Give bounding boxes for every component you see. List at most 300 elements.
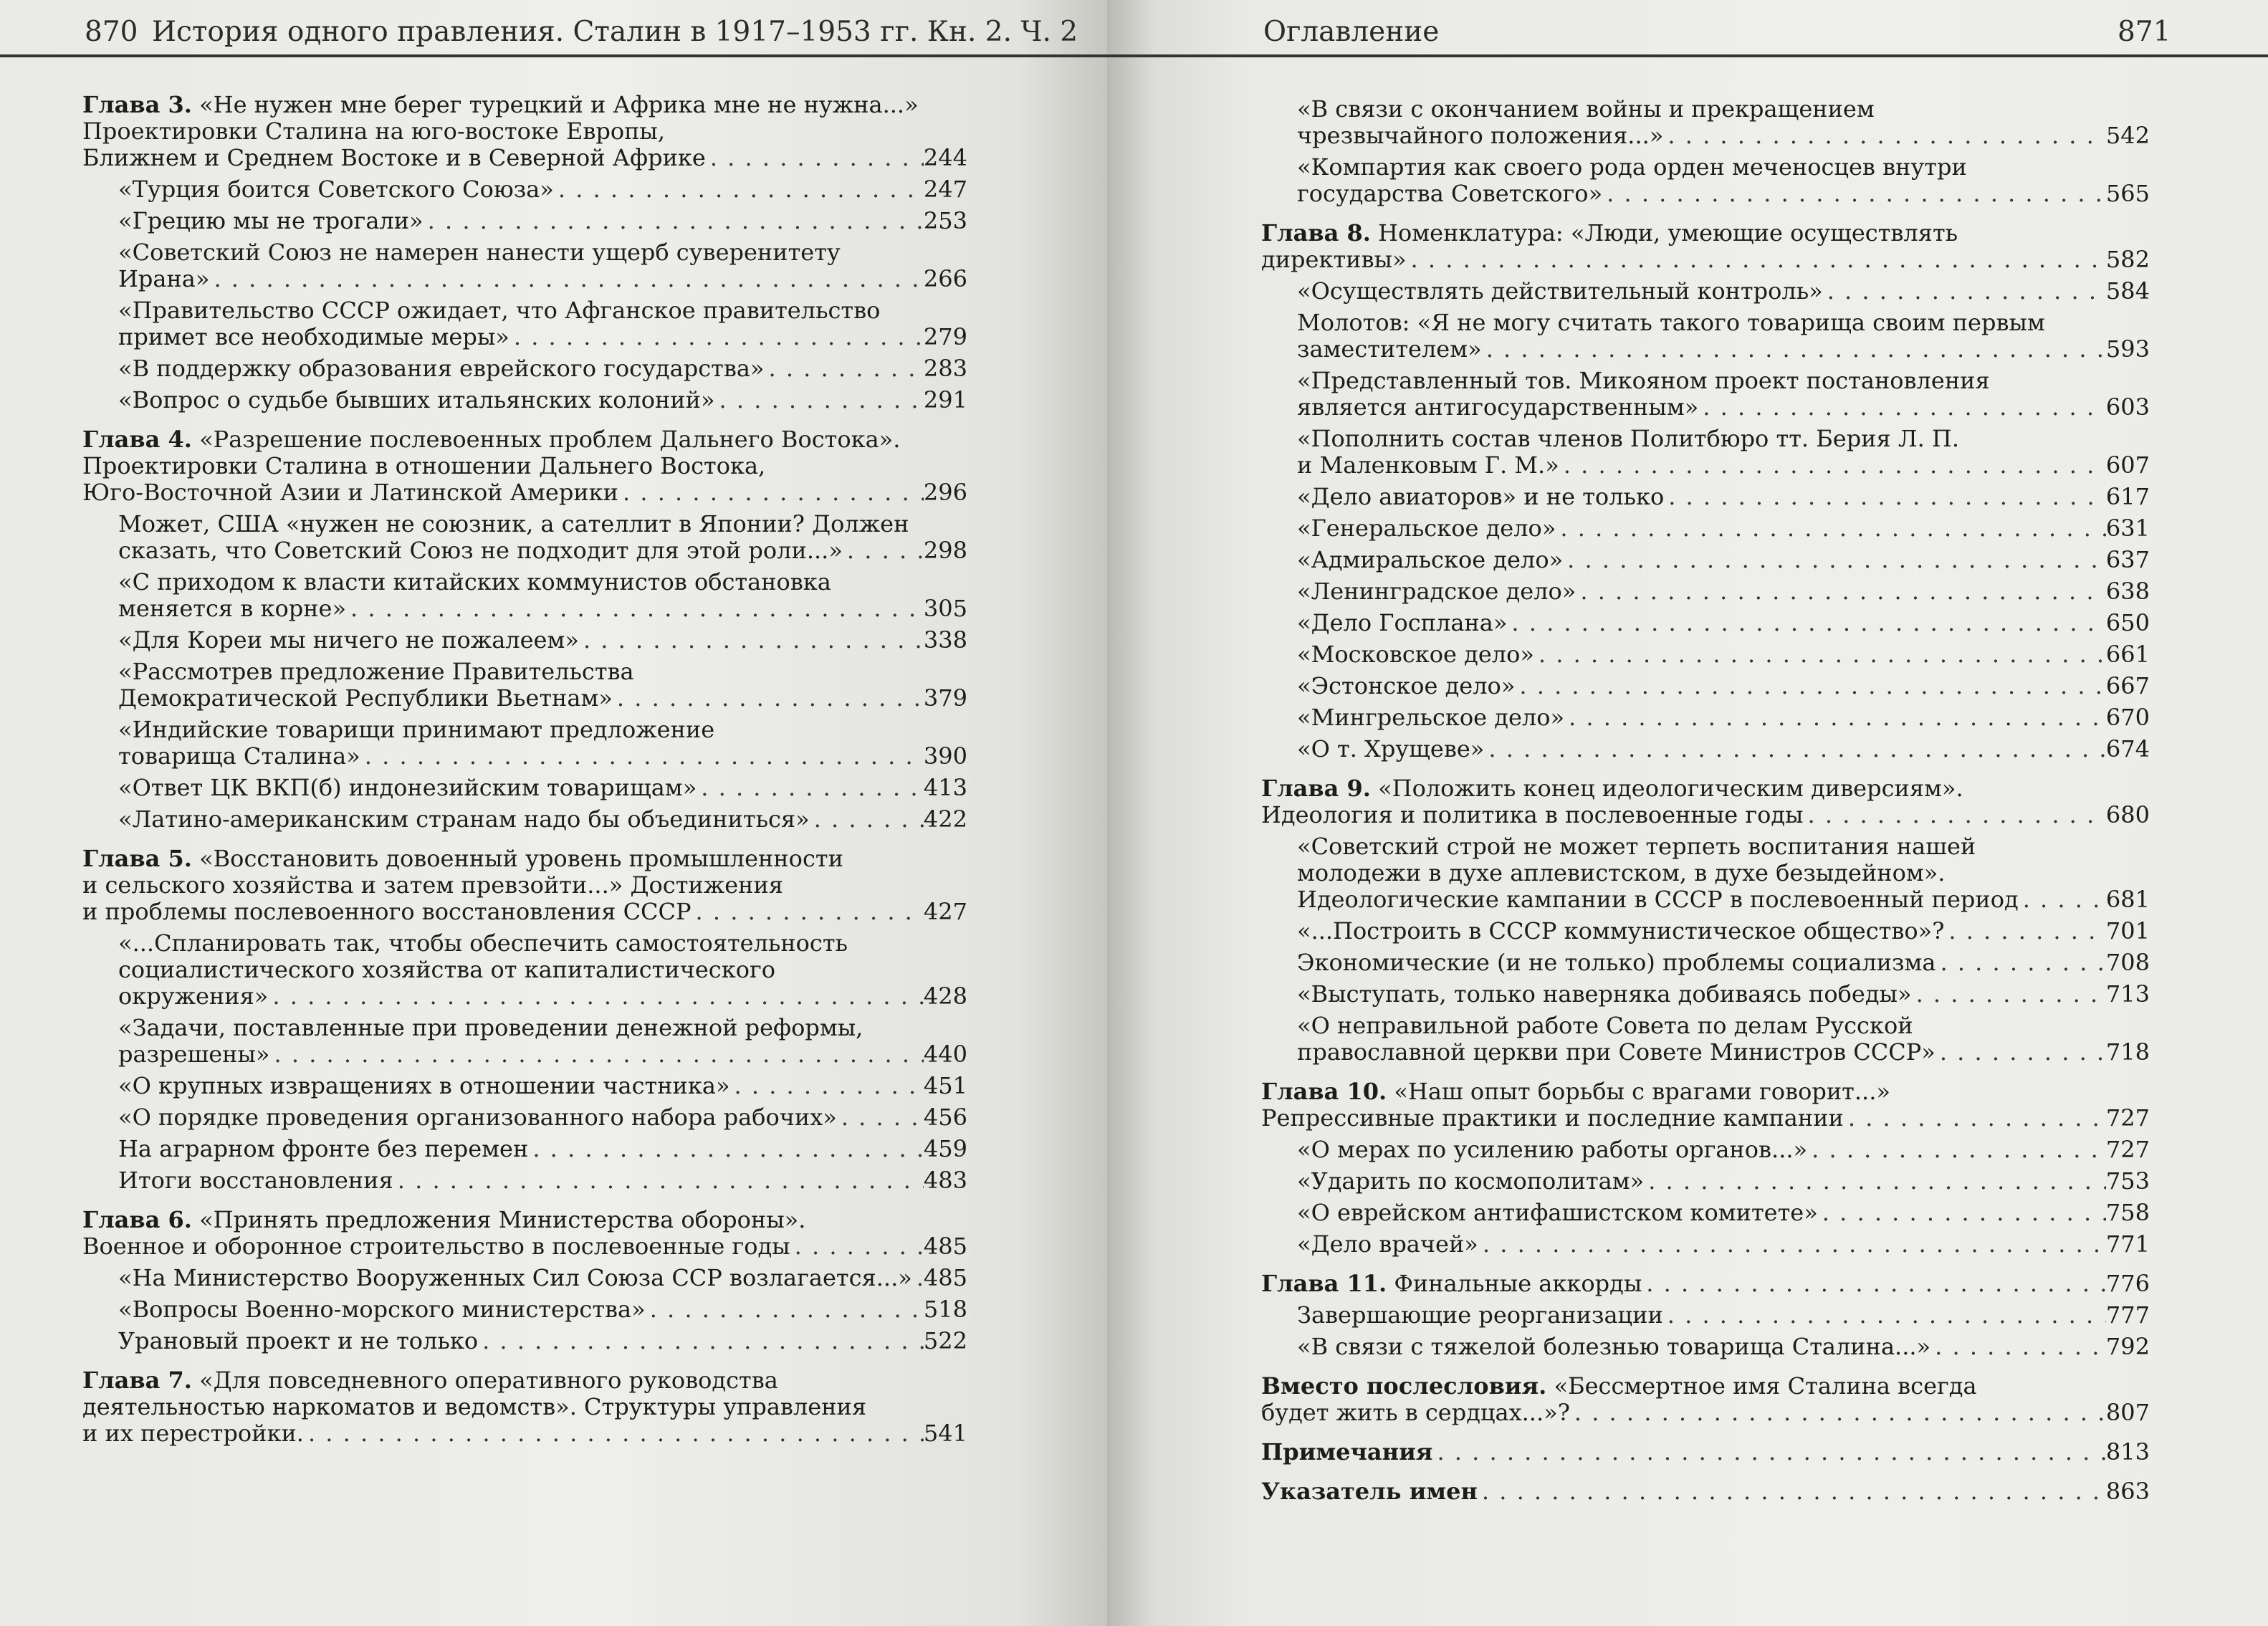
toc-line [1261,1105,2150,1132]
toc-line [1261,802,2150,828]
toc-entry [82,1073,967,1099]
toc-line-text [118,537,843,564]
toc-title-text: «В связи с тяжелой болезнью товарища Сталина...» [1297,1334,1931,1360]
header-rule [1107,54,2268,57]
toc-line [82,872,967,899]
toc-title-text: «Ленинградское дело» [1297,578,1576,605]
toc-title-text: «Осуществлять действительный контроль» [1297,278,1823,305]
toc-title-text: Ирана» [118,266,210,292]
left-running-title: История одного правления. Сталин в 1917–1953 гг. Кн. 2. Ч. 2 [152,16,1078,48]
leader-dots [764,355,923,382]
toc-title-text: Может, США «нужен не союзник, а сателлит в Японии? Должен [118,511,909,537]
toc-entry [1261,610,2150,636]
toc-line-text [118,387,715,413]
toc-line-text [118,627,579,654]
toc-line-text [1297,547,1563,573]
toc-title-text: «Московское дело» [1297,641,1534,668]
toc-line [118,1296,967,1323]
toc-entry [1261,1168,2150,1195]
leader-dots [715,387,924,413]
toc-entry [1261,426,2150,479]
toc-line-text [1297,860,1945,886]
toc-line [1261,1478,2150,1505]
toc-title-text: будет жить в сердцах...»? [1261,1400,1570,1426]
toc-line [82,145,967,171]
leader-dots [270,1041,924,1068]
page-ref: 451 [923,1073,967,1099]
toc-line-text [82,92,919,118]
toc-line [1261,1400,2150,1426]
toc-title-text: Номенклатура: «Люди, умеющие осуществлять [1378,220,1958,247]
leader-dots [304,1420,924,1447]
toc-entry [1261,515,2150,542]
toc-title-text: разрешены» [118,1041,270,1068]
toc-line [82,1394,967,1420]
toc-title-text: «Вопрос о судьбе бывших итальянских колоний» [118,387,715,413]
toc-line [1297,96,2150,123]
toc-line [118,957,967,983]
toc-entry [82,208,967,234]
toc-title-text: Финальные аккорды [1394,1271,1642,1297]
page-ref: 244 [923,145,967,171]
toc-line-text [1261,1400,1570,1426]
toc-line [82,453,967,479]
toc-line [82,899,967,925]
toc-line [118,806,967,833]
toc-line [1297,310,2150,336]
page-ref: 522 [923,1328,967,1354]
toc-title-text: сказать, что Советский Союз не подходит для этой роли...» [118,537,843,564]
toc-line [118,685,967,712]
toc-title-text: Итоги восстановления [118,1167,393,1194]
left-page [0,0,1107,1626]
toc-line-text [82,145,706,171]
page-ref: 379 [923,685,967,712]
leader-dots [478,1328,924,1354]
page-ref: 708 [2105,950,2150,976]
toc-line-text [1297,833,1976,860]
toc-line-text [118,983,268,1010]
toc-title-text: «В поддержку образования еврейского государства» [118,355,765,382]
toc-line [1297,278,2150,305]
page-ref: 283 [923,355,967,382]
page-ref: 813 [2105,1439,2150,1465]
toc-line [118,1265,967,1291]
toc-line-text [82,453,765,479]
leader-dots [1478,1231,2106,1258]
leader-dots [1844,1105,2106,1132]
toc-title-text: «...Построить в СССР коммунистическое общество»? [1297,918,1945,944]
toc-line [1297,336,2150,363]
leader-dots [697,775,924,801]
toc-line [82,1367,967,1394]
leader-dots [1564,704,2106,731]
toc-line-text [1297,918,1944,944]
toc-title-text: «Вопросы Военно-морского министерства» [118,1296,646,1323]
toc-title-text: Репрессивные практики и последние кампании [1261,1105,1844,1132]
page-ref: 713 [2105,981,2150,1008]
toc-line-text [82,479,618,506]
toc-line-text [118,1041,270,1068]
toc-line [118,659,967,685]
toc-line [118,1041,967,1068]
leader-dots [810,806,924,833]
toc-entry [1261,1200,2150,1226]
toc-line [118,983,967,1010]
toc-line [118,355,967,382]
leader-dots [1644,1168,2106,1195]
chapter-label: Глава 3. [82,92,192,118]
toc-line-text [1297,1137,1807,1163]
toc-line [1297,981,2150,1008]
chapter-label: Глава 9. [1261,775,1371,802]
page-ref: 650 [2105,610,2150,636]
toc-title-text: и их перестройки. [82,1420,304,1447]
leader-dots [579,627,924,654]
toc-line [1297,426,2150,452]
page-ref: 413 [923,775,967,801]
leader-dots [1432,1439,2105,1465]
toc-line-text [1297,368,1990,394]
toc-title-text: Проектировки Сталина на юго-востоке Европы, [82,118,666,145]
toc-line [1297,704,2150,731]
toc-line [82,426,967,453]
toc-title-text: Урановый проект и не только [118,1328,479,1354]
page-ref: 638 [2105,578,2150,605]
toc-line [1297,610,2150,636]
page-ref: 661 [2105,641,2150,668]
toc-entry [82,717,967,770]
toc-title-text: Молотов: «Я не могу считать такого товарища своим первым [1297,310,2045,336]
toc-chapter-entry [82,1207,967,1260]
toc-line [1297,181,2150,207]
page-ref: 582 [2105,247,2150,273]
toc-line-text [82,426,900,453]
toc-line-text [118,743,360,770]
toc-line-text [82,1394,866,1420]
toc-line [1297,154,2150,181]
toc-title-text: «Для Кореи мы ничего не пожалеем» [118,627,579,654]
toc-line [118,537,967,564]
toc-line-text [118,596,346,622]
toc-line-text [1297,641,1534,668]
toc-entry [1261,1013,2150,1066]
toc-line-text [1297,1302,1663,1329]
header-rule [0,54,1107,57]
toc-title-text: «Ответ ЦК ВКП(б) индонезийским товарищам» [118,775,697,801]
toc-line-text [82,1233,790,1260]
toc-line-text [1297,950,1936,976]
toc-entry [1261,484,2150,510]
toc-line [1297,368,2150,394]
leader-dots [554,176,924,203]
toc-line [1297,673,2150,699]
toc-title-text: Завершающие реорганизации [1297,1302,1663,1329]
toc-chapter-entry [82,426,967,506]
toc-line [118,1104,967,1131]
toc-entry [82,511,967,564]
toc-chapter-entry [1261,220,2150,273]
leader-dots [1407,247,2106,273]
leader-dots [1507,610,2106,636]
toc-line [1297,452,2150,479]
page-ref: 753 [2105,1168,2150,1195]
toc-title-text: На аграрном фронте без перемен [118,1136,529,1162]
page-ref: 485 [923,1265,967,1291]
toc-title-text: Проектировки Сталина в отношении Дальнего Востока, [82,453,766,479]
leader-dots [1698,394,2106,421]
toc-line [1297,1200,2150,1226]
toc-line [1297,641,2150,668]
toc-entry [1261,918,2150,944]
page-ref: 863 [2105,1478,2150,1505]
leader-dots [1912,981,2106,1008]
chapter-label: Глава 8. [1261,220,1371,247]
toc-line-text [118,511,909,537]
toc-line-text [1297,1039,1936,1066]
toc-line [82,1420,967,1447]
toc-title-text: и Маленковым Г. М.» [1297,452,1559,479]
leader-dots [618,479,924,506]
toc-chapter-entry [82,846,967,925]
toc-title-text: «Восстановить довоенный уровень промышленности [199,846,843,872]
toc-title-text: молодежи в духе аплевистском, в духе безыдейном». [1297,860,1946,886]
leader-dots [528,1136,924,1162]
toc-title-text: «В связи с окончанием войны и прекращением [1297,96,1875,123]
toc-chapter-entry [1261,1079,2150,1132]
leader-dots [692,899,924,925]
leader-dots [646,1296,924,1323]
toc-line [1261,247,2150,273]
leader-dots [1664,484,2106,510]
toc-chapter-entry [1261,1271,2150,1297]
toc-title-text: заместителем» [1297,336,1482,363]
page-ref: 670 [2105,704,2150,731]
toc-line-text [118,1073,730,1099]
toc-title-text: «Представленный тов. Микояном проект постановления [1297,368,1990,394]
toc-title-text: «Разрешение послевоенных проблем Дальнего Востока». [199,426,901,453]
page-ref: 338 [923,627,967,654]
toc-line [118,775,967,801]
chapter-label: Вместо послесловия. [1261,1373,1547,1400]
toc-chapter-entry [82,92,967,171]
page-ref: 727 [2105,1105,2150,1132]
toc-line [1297,860,2150,886]
leader-dots [1559,452,2106,479]
page-ref: 593 [2105,336,2150,363]
toc-entry [82,659,967,712]
toc-entry [1261,1137,2150,1163]
toc-title-text: православной церкви при Совете Министров СССР» [1297,1039,1936,1066]
toc-line-text [118,324,509,350]
toc-line-text [1261,1373,1977,1400]
chapter-label: Глава 5. [82,846,192,872]
toc-entry [82,1136,967,1162]
toc-title-text: «Бессмертное имя Сталина всегда [1554,1373,1977,1400]
leader-dots [1484,736,2106,762]
toc-line [82,92,967,118]
toc-entry [1261,154,2150,207]
page-ref: 807 [2105,1400,2150,1426]
page-ref: 776 [2105,1271,2150,1297]
toc-line [1297,1013,2150,1039]
page-ref: 440 [923,1041,967,1068]
chapter-label: Глава 6. [82,1207,192,1233]
toc-line [118,1136,967,1162]
leader-dots [424,208,924,234]
toc-line [118,627,967,654]
page-ref: 305 [923,596,967,622]
toc-line [1261,1373,2150,1400]
toc-line [1261,1079,2150,1105]
page-ref: 607 [2105,452,2150,479]
toc-line-text [1261,1271,1642,1297]
toc-title-text: «Компартия как своего рода орден меченосцев внутри [1297,154,1967,181]
toc-line-text [1261,1105,1844,1132]
leader-dots [843,537,924,564]
toc-title-text: Экономические (и не только) проблемы социализма [1297,950,1936,976]
toc-line [82,1207,967,1233]
toc-line-text [82,1367,778,1394]
toc-line [118,1328,967,1354]
toc-entry [1261,950,2150,976]
toc-line [118,511,967,537]
toc-title-text: «Советский Союз не намерен нанести ущерб суверенитету [118,239,841,266]
toc-line [82,846,967,872]
toc-entry [82,806,967,833]
toc-line [1297,123,2150,149]
chapter-label: Глава 11. [1261,1271,1387,1297]
toc-title-text: «О неправильной работе Совета по делам Русской [1297,1013,1913,1039]
toc-title-text: примет все необходимые меры» [118,324,509,350]
toc-title-text: «О крупных извращениях в отношении частника» [118,1073,730,1099]
toc-line-text [118,806,810,833]
toc-title-text: «Задачи, поставленные при проведении денежной реформы, [118,1015,863,1041]
toc-title-text: «Индийские товарищи принимают предложение [118,717,715,743]
toc-line-text [118,1328,478,1354]
toc-title-text: «Положить конец идеологическим диверсиям». [1378,775,1963,802]
toc-entry [82,176,967,203]
toc-line [118,569,967,596]
leader-dots [1663,1302,2106,1329]
toc-line [1297,886,2150,913]
leader-dots [1807,1137,2106,1163]
toc-entry [82,387,967,413]
page-ref: 603 [2105,394,2150,421]
toc-entry [82,775,967,801]
toc-line-text [1297,1168,1644,1195]
toc-title-text: «Не нужен мне берег турецкий и Африка мне не нужна...» [199,92,919,118]
toc-line [1297,736,2150,762]
page-ref: 680 [2105,802,2150,828]
page-ref: 758 [2105,1200,2150,1226]
toc-line-text [118,1104,837,1131]
toc-title-text: Указатель имен [1261,1478,1478,1505]
toc-title-text: и проблемы послевоенного восстановления СССР [82,899,692,925]
toc-title-text: «О т. Хрущеве» [1297,736,1485,762]
toc-line-text [118,239,841,266]
toc-title-text: социалистического хозяйства от капиталистического [118,957,776,983]
toc-line-text [118,1167,393,1194]
toc-title-text: «Дело Госплана» [1297,610,1508,636]
leader-dots [1602,181,2106,207]
toc-line-text [1297,610,1507,636]
page-ref: 667 [2105,673,2150,699]
page-ref: 701 [2105,918,2150,944]
toc-line-text [1297,484,1664,510]
toc-entry [1261,1302,2150,1329]
leader-dots [1804,802,2106,828]
toc-entry [1261,641,2150,668]
toc-line [82,118,967,145]
toc-line [1297,950,2150,976]
toc-line [1297,578,2150,605]
page-ref: 279 [923,324,967,350]
leader-dots [706,145,924,171]
toc-line [1297,918,2150,944]
toc-entry [82,1015,967,1068]
leader-dots [1936,1039,2106,1066]
leader-dots [1944,918,2106,944]
leader-dots [730,1073,924,1099]
toc-title-text: «О мерах по усилению работы органов...» [1297,1137,1808,1163]
leader-dots [1930,1334,2106,1360]
toc-chapter-entry [82,1367,967,1447]
toc-line [118,176,967,203]
toc-line-text [1261,1478,1478,1505]
toc-line [118,324,967,350]
toc-title-text: «Ударить по космополитам» [1297,1168,1645,1195]
toc-title-text: является антигосударственным» [1297,394,1699,421]
toc-line-text [1297,673,1515,699]
toc-line-text [1297,578,1576,605]
page-ref: 584 [2105,278,2150,305]
toc-title-text: «Латино-американским странам надо бы объединиться» [118,806,810,833]
toc-line-text [1297,1231,1478,1258]
page-ref: 266 [923,266,967,292]
toc-line-text [118,930,848,957]
leader-dots [790,1233,924,1260]
toc-entry [1261,736,2150,762]
toc-title-text: «О порядке проведения организованного набора рабочих» [118,1104,837,1131]
toc-title-text: «...Спланировать так, чтобы обеспечить самостоятельность [118,930,848,957]
page-ref: 456 [923,1104,967,1131]
toc-line [118,1073,967,1099]
toc-line-text [1297,736,1484,762]
toc-line [118,266,967,292]
page-ref: 637 [2105,547,2150,573]
toc-title-text: Военное и оборонное строительство в послевоенные годы [82,1233,790,1260]
toc-line [1297,515,2150,542]
page-ref: 777 [2105,1302,2150,1329]
toc-line [118,717,967,743]
toc-line-text [1297,394,1698,421]
toc-title-text: товарища Сталина» [118,743,360,770]
chapter-label: Глава 7. [82,1367,192,1394]
toc-title-text: «Дело авиаторов» и не только [1297,484,1665,510]
toc-entry [1261,1334,2150,1360]
toc-line [1297,394,2150,421]
page-ref: 792 [2105,1334,2150,1360]
page-ref: 518 [923,1296,967,1323]
leader-dots [1570,1400,2106,1426]
toc-title-text: «Пополнить состав членов Политбюро тт. Берия Л. П. [1297,426,1959,452]
toc-title-text: «Для повседневного оперативного руководства [199,1367,778,1394]
toc-line-text [1297,515,1556,542]
toc-title-text: государства Советского» [1297,181,1603,207]
toc-chapter-entry [1261,1373,2150,1426]
toc-title-text: меняется в корне» [118,596,347,622]
